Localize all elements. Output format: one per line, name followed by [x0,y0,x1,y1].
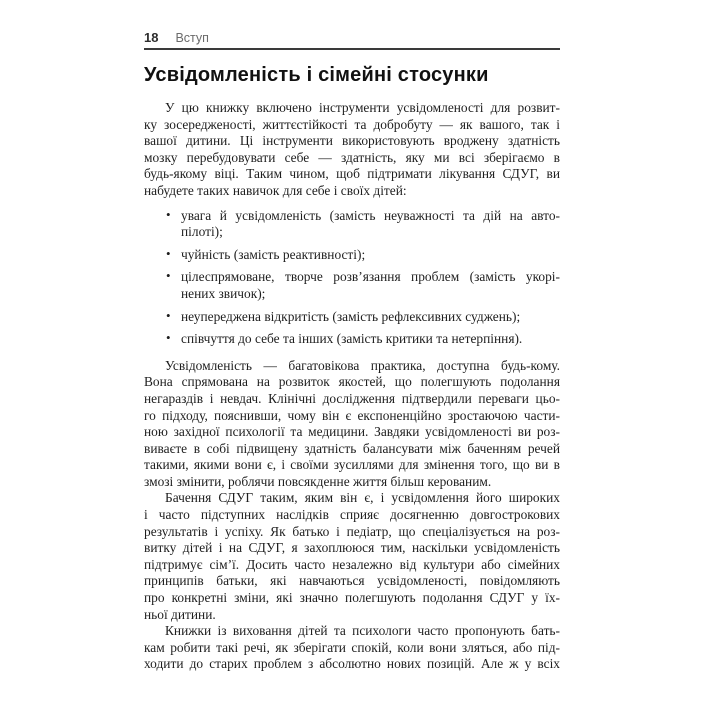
header-rule [144,48,560,50]
running-head-section: Вступ [175,31,209,45]
bullet-icon: • [166,307,171,323]
running-head [144,30,560,45]
bullet-item-5 [144,331,560,348]
text-line: чуйність (замість реактивності); [181,246,366,262]
text-line: неупереджена відкритість (замість рефлексивних суджень); [181,308,521,324]
text-line: і часто підступних наслідків сприяє досягненню довгострокових [144,507,560,523]
bullet-list [144,208,560,348]
text-line: витку дітей і на СДУГ, я захоплююся тим, наскільки усвідомленість [144,540,560,556]
text-line: У цю книжку включено інструменти усвідомленості для розвит- [165,100,560,115]
text-line: цілеспрямоване, творче розв’язання проблем (замість укорі- [181,269,560,285]
bullet-icon: • [166,206,171,222]
text-line: результатів і успіху. Як батько і педіатр, що спеціалізується на роз- [144,523,560,539]
bullet-item-3 [144,269,560,302]
text-line: пілоті); [181,224,223,240]
text-line: увага й усвідомленість (замість неуважності та дій на авто- [181,207,560,223]
text-line: Бачення СДУГ таким, яким він є, і усвідомлення його широких [165,490,560,506]
text-line: негараздів і невдач. Клінічні дослідження підтвердили переваги цьо- [144,390,560,406]
text-line: співчуття до себе та інших (замість критики та нетерпіння). [181,331,523,347]
bullet-text [181,269,560,302]
bullet-item-1 [144,208,560,241]
text-line: принципів батьки, які навчаються усвідомленості, повідомляють [144,573,560,589]
text-line: Вона спрямована на розвиток якостей, що полегшують подолання [144,374,560,390]
bullet-icon: • [166,268,171,284]
text-line: про конкретні зміни, які значно полегшують подолання СДУГ у їх- [144,590,560,606]
text-line: мозку перебудовувати себе — здатність, яку ми всі зберігаємо в [144,149,560,165]
text-line: нених звичок); [181,285,266,301]
bullet-item-2 [144,247,560,264]
text-line: будь-якому віці. Таким чином, щоб підтримати лікування СДУГ, ви [144,166,560,182]
text-line: ходити до старих проблем з абсолютно нових позицій. Але ж у всіх [144,656,560,672]
bullet-icon: • [166,330,171,346]
text-line: виваєте в собі підвищену здатність балансувати між баченням речей [144,440,560,456]
text-line: вашої дитини. Ці інструменти використовують вроджену здатність [144,133,560,149]
text-line: набудете таких навичок для себе і своїх дітей: [144,182,407,198]
bullet-text [181,208,560,241]
text-line: го підходу, пояснивши, чому він є експоненційно зростаючою части- [144,407,560,423]
text-line: підтримує сім’ї. Досить часто незалежно від культури або сімейних [144,556,560,572]
book-page [144,30,560,673]
text-line: ною західної психології та медицини. Завдяки усвідомленості ви роз- [144,424,560,440]
bullet-text [181,331,560,348]
text-line: такими, якими вони є, і своїми зусиллями для змінення того, що ви в [144,457,560,473]
bullet-item-4 [144,309,560,326]
body-text [144,100,560,673]
text-line: кам робити такі речі, як зберігати спокій, коли вони зляться, або під- [144,639,560,655]
chapter-title: Усвідомленість і сімейні стосунки [144,64,489,86]
text-line: Книжки із виховання дітей та психологи часто пропонують бать- [165,623,560,639]
text-line: змозі змінити, роблячи повсякденне життя більш керованим. [144,473,492,489]
text-line: ньої дитини. [144,606,216,622]
paragraph-2 [144,358,560,491]
text-line: ку зосередженості, життєстійкості та добробуту — як вашого, так і [144,116,560,132]
paragraph-3 [144,490,560,623]
bullet-icon: • [166,245,171,261]
text-line: Усвідомленість — багатовікова практика, доступна будь-кому. [165,357,560,373]
paragraph-4 [144,623,560,673]
paragraph-1 [144,100,560,200]
bullet-text [181,309,560,326]
page-number: 18 [144,30,159,45]
bullet-text [181,247,560,264]
